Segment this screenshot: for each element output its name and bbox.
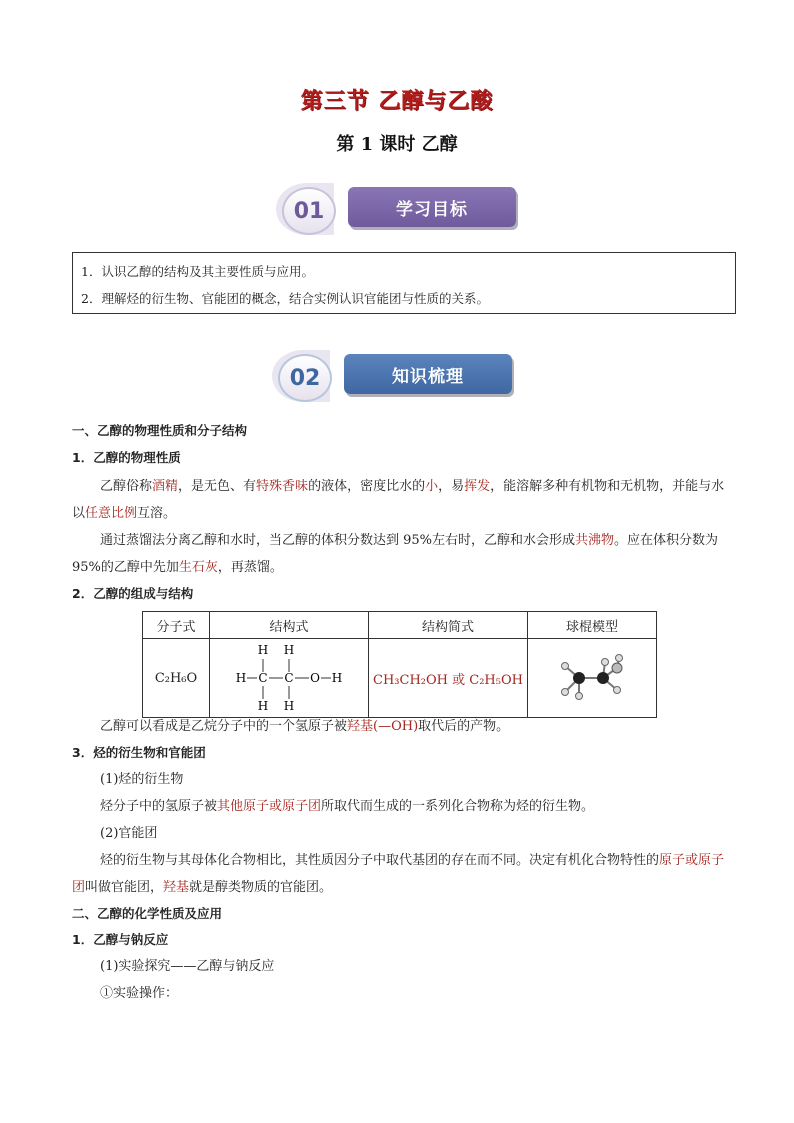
badge-circle (272, 350, 334, 402)
subsection-heading: 3．烃的衍生物和官能团 (72, 745, 206, 760)
atom-h: H (331, 671, 343, 685)
atom-o: O (310, 671, 320, 685)
sub-heading: (1)烃的衍生物 (100, 772, 184, 787)
paragraph-hydroxyl: 乙醇可以看成是乙烷分子中的一个氢原子被羟基(—OH)取代后的产物。 (100, 719, 510, 734)
knowledge-content (72, 418, 736, 607)
goal-item: 2．理解烃的衍生物、官能团的概念，结合实例认识官能团与性质的关系。 (81, 291, 489, 306)
ball-stick-model (528, 639, 657, 718)
subsection-heading: 1．乙醇的物理性质 (72, 450, 181, 465)
atom-h: H (257, 699, 269, 713)
paragraph-physical-properties: 乙醇俗称酒精，是无色、有特殊香味的液体，密度比水的小，易挥发，能溶解多种有机物和无机物，并能与水以任意比例互溶。 (72, 479, 725, 521)
badge-label: 学习目标 (348, 187, 516, 227)
table-header-row (143, 612, 657, 639)
page-title: 第三节 乙醇与乙酸 (300, 89, 494, 114)
structural-formula (210, 639, 369, 718)
goal-item: 1．认识乙醇的结构及其主要性质与应用。 (81, 264, 314, 279)
section-badge-knowledge (272, 350, 518, 410)
subsection-heading: 1．乙醇与钠反应 (72, 932, 169, 947)
molecular-formula: C₂H₆O (143, 639, 210, 718)
subsection-heading: 2．乙醇的组成与结构 (72, 586, 194, 601)
paragraph-distillation: 通过蒸馏法分离乙醇和水时，当乙醇的体积分数达到 95%左右时，乙醇和水会形成共沸物。应在体积分数为 95%的乙醇中先加生石灰，再蒸馏。 (72, 533, 719, 575)
ethanol-structure-table (142, 611, 657, 718)
table-header: 结构简式 (369, 612, 528, 639)
table-row (143, 639, 657, 718)
atom-h: H (235, 671, 247, 685)
table-header: 结构式 (210, 612, 369, 639)
atom-c: C (284, 671, 294, 685)
badge-circle (276, 183, 338, 235)
section-heading: 一、乙醇的物理性质和分子结构 (72, 423, 248, 438)
sub-heading: ①实验操作： (100, 986, 179, 1001)
sub-heading: (2)官能团 (100, 826, 158, 841)
atom-h: H (283, 643, 295, 657)
learning-goals-box (72, 252, 736, 314)
section-badge-goals (276, 183, 520, 243)
table-header: 分子式 (143, 612, 210, 639)
paragraph-functional-group: 烃的衍生物与其母体化合物相比，其性质因分子中取代基团的存在而不同。决定有机化合物特性的原子或原子团叫做官能团，羟基就是醇类物质的官能团。 (72, 853, 725, 895)
atom-h: H (283, 699, 295, 713)
structural-formula-diagram (211, 640, 367, 716)
structural-simple-formula: CH₃CH₂OH 或 C₂H₅OH (369, 639, 528, 718)
atom-h: H (257, 643, 269, 657)
table-header: 球棍模型 (528, 612, 657, 639)
section-heading: 二、乙醇的化学性质及应用 (72, 906, 223, 921)
badge-number: 02 (278, 354, 332, 402)
knowledge-content-continued (72, 713, 736, 1007)
atom-c: C (258, 671, 268, 685)
badge-number: 01 (282, 187, 336, 235)
paragraph-derivative: 烃分子中的氢原子被其他原子或原子团所取代而生成的一系列化合物称为烃的衍生物。 (100, 799, 595, 814)
badge-label: 知识梳理 (344, 354, 512, 394)
lesson-subtitle: 第 1 课时 乙醇 (336, 134, 458, 155)
sub-heading: (1)实验探究——乙醇与钠反应 (100, 959, 275, 974)
ball-and-stick-model-icon (529, 640, 655, 716)
